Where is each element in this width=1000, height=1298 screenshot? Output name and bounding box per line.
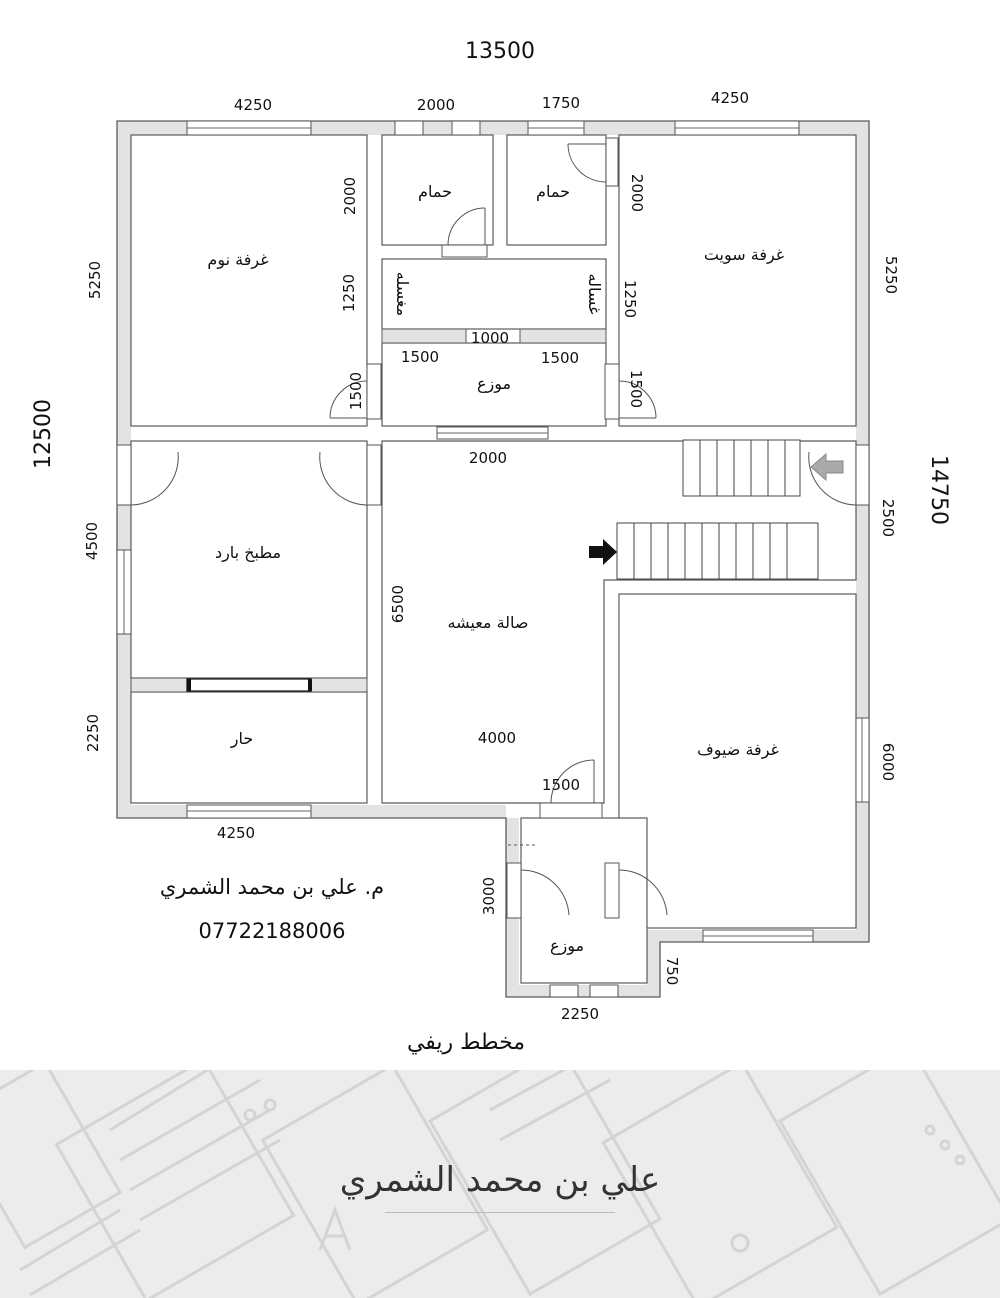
label-entry: موزع <box>549 936 585 955</box>
dim-sink-left-h: 1250 <box>340 273 358 313</box>
dim-top-right: 4250 <box>710 89 750 107</box>
dim-left-mid: 4500 <box>83 521 101 561</box>
dim-living-door: 1500 <box>541 776 581 794</box>
dim-overall-left: 12500 <box>31 399 56 469</box>
dim-right-mid: 2500 <box>879 498 897 538</box>
window-top-bath1-a <box>395 121 423 135</box>
dim-right-lower: 6000 <box>879 742 897 782</box>
footer-author-name: علي بن محمد الشمري <box>339 1160 661 1200</box>
dim-corridor-left: 1500 <box>400 348 440 366</box>
label-bath1: حمام <box>418 182 452 201</box>
stairs-lower <box>617 523 818 579</box>
label-bedroom: غرفة نوم <box>207 250 269 269</box>
stairs-upper <box>683 440 800 496</box>
label-sink-right: غساله <box>585 273 604 315</box>
dim-right-upper: 5250 <box>882 255 900 295</box>
dim-left-upper: 5250 <box>86 260 104 300</box>
author-phone: 07722188006 <box>198 919 346 943</box>
dim-sink-opening: 1000 <box>470 329 510 347</box>
label-bath2: حمام <box>536 182 570 201</box>
dim-bottom-left: 4250 <box>216 824 256 842</box>
dim-entry-w: 2250 <box>560 1005 600 1023</box>
dim-living-h: 6500 <box>389 584 407 624</box>
label-sink-left: مغسله <box>393 271 412 317</box>
dim-living-w: 4000 <box>477 729 517 747</box>
dim-window-center: 2000 <box>468 449 508 467</box>
plan-caption: مخطط ريفي <box>406 1030 526 1055</box>
dim-sink-right-h: 1250 <box>621 279 639 319</box>
dim-overall-right: 14750 <box>926 455 951 525</box>
dim-left-lower: 2250 <box>84 713 102 753</box>
dim-bath-right-h: 2000 <box>628 173 646 213</box>
label-kitchen-hot: حار <box>230 729 254 748</box>
bedroom-room <box>131 135 367 426</box>
dim-entry-step: 750 <box>663 956 681 986</box>
label-corridor: موزع <box>476 374 512 393</box>
label-suite: غرفة سويت <box>703 245 785 264</box>
label-guest: غرفة ضيوف <box>697 740 779 759</box>
author-line: م. علي بن محمد الشمري <box>159 875 385 899</box>
label-kitchen-cold: مطبخ بارد <box>214 543 282 562</box>
suite-room <box>619 135 856 426</box>
dim-top-left: 4250 <box>233 96 273 114</box>
dim-top-bath1: 2000 <box>416 96 456 114</box>
guest-room <box>619 594 856 928</box>
dim-door-left: 1500 <box>347 371 365 411</box>
sink-area <box>382 259 606 329</box>
window-entry-a <box>550 985 578 997</box>
entry-room <box>521 818 647 983</box>
dim-bath-left-h: 2000 <box>341 176 359 216</box>
footer-banner <box>0 1070 1000 1298</box>
window-top-bath1-b <box>452 121 480 135</box>
dim-corridor-right: 1500 <box>540 349 580 367</box>
kitchen-divider <box>131 678 367 692</box>
dim-top-bath2: 1750 <box>541 94 581 112</box>
window-entry-b <box>590 985 618 997</box>
footer-divider <box>385 1212 615 1213</box>
dim-door-right: 1500 <box>627 369 645 409</box>
dim-entry-h: 3000 <box>480 876 498 916</box>
dim-overall-top: 13500 <box>465 39 535 64</box>
label-living: صالة معيشه <box>447 613 529 632</box>
